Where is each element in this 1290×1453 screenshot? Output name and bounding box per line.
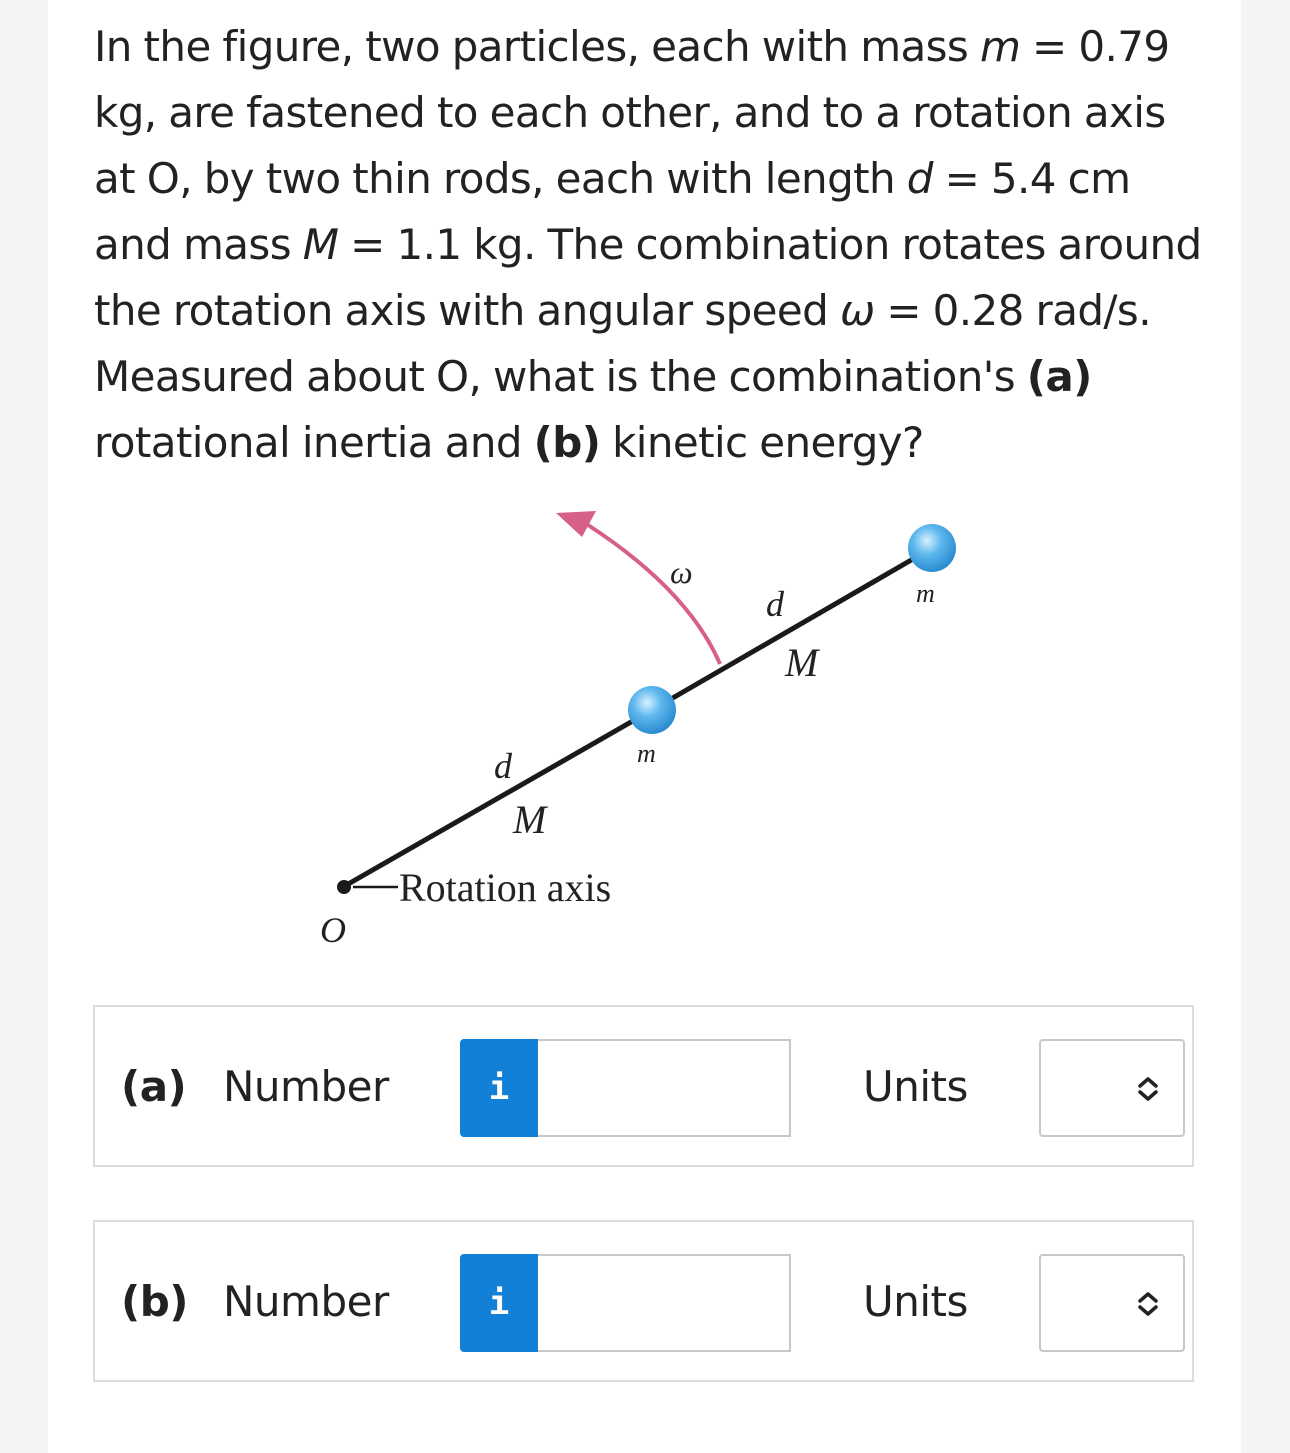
units-label-b: Units xyxy=(863,1277,968,1326)
info-icon[interactable]: i xyxy=(460,1254,538,1352)
units-select-b[interactable] xyxy=(1039,1254,1185,1352)
lower-rod xyxy=(343,710,652,887)
origin-label: O xyxy=(320,910,346,950)
answer-a-row xyxy=(93,1005,1194,1167)
lower-d-label: d xyxy=(494,746,512,786)
units-label-a: Units xyxy=(863,1062,968,1111)
upper-particle xyxy=(908,524,956,572)
question-page xyxy=(48,0,1241,1453)
part-a-label: (a) xyxy=(121,1062,187,1111)
pivot-point xyxy=(337,880,351,894)
lower-particle xyxy=(628,686,676,734)
omega-arrow xyxy=(588,525,720,664)
info-icon[interactable]: i xyxy=(460,1039,538,1137)
rotation-figure xyxy=(48,0,1241,1000)
lower-M-label: M xyxy=(513,797,547,842)
omega-label: ω xyxy=(670,554,693,590)
number-input-a[interactable] xyxy=(538,1039,791,1137)
upper-m-label: m xyxy=(916,579,935,608)
units-select-a[interactable] xyxy=(1039,1039,1185,1137)
part-b-label: (b) xyxy=(121,1277,188,1326)
question-text: In the figure, two particles, each with mass m = 0.79 kg, are fastened to each other, and to a rotation axis at O, by two thin rods, each with length d = 5.4 cm and mass M = 1.1 kg. The combination rotates around the rotation axis with angular speed ω = 0.28 rad/s. Measured about O, what is the combination's (a) rotational inertia and (b) kinetic energy? xyxy=(94,22,1202,467)
chevron-up-down-icon xyxy=(1133,1073,1163,1105)
answer-b-row xyxy=(93,1220,1194,1382)
number-input-b[interactable] xyxy=(538,1254,791,1352)
upper-M-label: M xyxy=(785,640,819,685)
lower-m-label: m xyxy=(637,739,656,768)
upper-d-label: d xyxy=(766,584,784,624)
number-label-b: Number xyxy=(223,1277,389,1326)
chevron-up-down-icon xyxy=(1133,1288,1163,1320)
number-label-a: Number xyxy=(223,1062,389,1111)
rotation-axis-label: Rotation axis xyxy=(399,865,612,910)
upper-rod xyxy=(652,548,932,710)
